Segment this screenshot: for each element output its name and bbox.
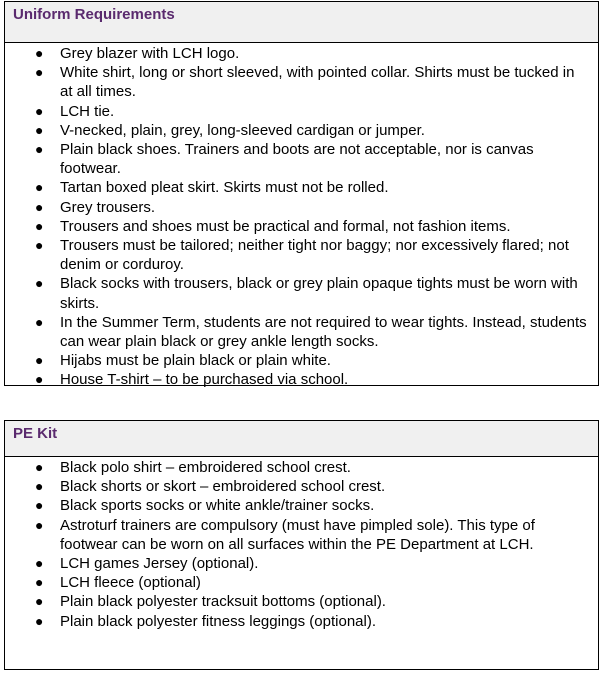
- list-item: [5, 198, 598, 217]
- list-item: [5, 63, 598, 101]
- uniform-requirements-heading: Uniform Requirements: [5, 2, 598, 43]
- bullet-icon: ●: [35, 555, 44, 572]
- list-item: [5, 592, 598, 611]
- list-item: [5, 554, 598, 573]
- bullet-icon: ●: [35, 574, 44, 591]
- list-item-text: Black shorts or skort – embroidered school crest.: [60, 478, 386, 496]
- uniform-requirements-section: [4, 1, 599, 389]
- bullet-icon: ●: [35, 102, 44, 119]
- list-item: [5, 44, 598, 63]
- pe-kit-list: [5, 457, 598, 631]
- bullet-icon: ●: [35, 275, 44, 292]
- uniform-requirements-list: [5, 43, 598, 390]
- list-item-text: Black polo shirt – embroidered school crest.: [60, 459, 351, 476]
- list-item-text: LCH tie.: [60, 102, 115, 120]
- bullet-icon: ●: [35, 352, 44, 369]
- list-item: [5, 121, 598, 140]
- list-item: [5, 217, 598, 236]
- list-item: [5, 458, 598, 477]
- list-item-text: Trousers and shoes must be practical and formal, not fashion items.: [60, 217, 511, 235]
- list-item: [5, 351, 598, 370]
- bullet-icon: ●: [35, 198, 44, 215]
- list-item: [5, 573, 598, 592]
- list-item: [5, 612, 598, 631]
- bullet-icon: ●: [35, 478, 44, 495]
- list-item-text: LCH games Jersey (optional).: [60, 555, 259, 573]
- bullet-icon: ●: [35, 371, 44, 388]
- list-item-text: Plain black polyester fitness leggings (optional).: [60, 612, 377, 630]
- list-item-text: House T-shirt – to be purchased via school.: [60, 371, 349, 389]
- list-item: [5, 274, 598, 312]
- list-item: [5, 178, 598, 197]
- list-item: [5, 477, 598, 496]
- list-item-text: Plain black polyester tracksuit bottoms (optional).: [60, 593, 386, 611]
- list-item-text: Black socks with trousers, black or grey plain opaque tights must be worn with skirts.: [60, 275, 578, 312]
- list-item-text: Trousers must be tailored; neither tight nor baggy; nor excessively flared; not denim or corduroy.: [60, 237, 569, 274]
- list-item-text: Tartan boxed pleat skirt. Skirts must not be rolled.: [60, 179, 389, 197]
- list-item-text: Plain black shoes. Trainers and boots are not acceptable, nor is canvas footwear.: [60, 141, 534, 178]
- bullet-icon: ●: [35, 64, 44, 81]
- list-item: [5, 516, 598, 554]
- list-item-text: White shirt, long or short sleeved, with pointed collar. Shirts must be tucked in at all times.: [60, 64, 575, 101]
- pe-kit-heading: PE Kit: [5, 421, 598, 457]
- bullet-icon: ●: [35, 179, 44, 196]
- list-item-text: V-necked, plain, grey, long-sleeved cardigan or jumper.: [60, 121, 425, 139]
- list-item: [5, 313, 598, 351]
- bullet-icon: ●: [35, 237, 44, 254]
- bullet-icon: ●: [35, 45, 44, 61]
- bullet-icon: ●: [35, 593, 44, 610]
- list-item-text: Grey trousers.: [60, 198, 156, 216]
- bullet-icon: ●: [35, 516, 44, 533]
- list-item: [5, 102, 598, 121]
- list-item-text: LCH fleece (optional): [60, 574, 201, 592]
- list-item-text: Black sports socks or white ankle/trainer socks.: [60, 497, 375, 515]
- list-item-text: Hijabs must be plain black or plain white.: [60, 352, 331, 370]
- pe-kit-section: [4, 420, 599, 670]
- bullet-icon: ●: [35, 141, 44, 158]
- list-item: [5, 496, 598, 515]
- bullet-icon: ●: [35, 612, 44, 629]
- bullet-icon: ●: [35, 313, 44, 330]
- list-item-text: Astroturf trainers are compulsory (must have pimpled sole). This type of footwear can be worn on all surfaces within the PE Department at LCH.: [60, 516, 535, 553]
- list-item-text: In the Summer Term, students are not required to wear tights. Instead, students can wear plain black or grey ankle length socks.: [60, 313, 587, 351]
- bullet-icon: ●: [35, 497, 44, 514]
- list-item-text: Grey blazer with LCH logo.: [60, 45, 240, 62]
- bullet-icon: ●: [35, 459, 44, 475]
- list-item: [5, 140, 598, 178]
- list-item: [5, 370, 598, 389]
- list-item: [5, 236, 598, 274]
- bullet-icon: ●: [35, 217, 44, 234]
- bullet-icon: ●: [35, 121, 44, 138]
